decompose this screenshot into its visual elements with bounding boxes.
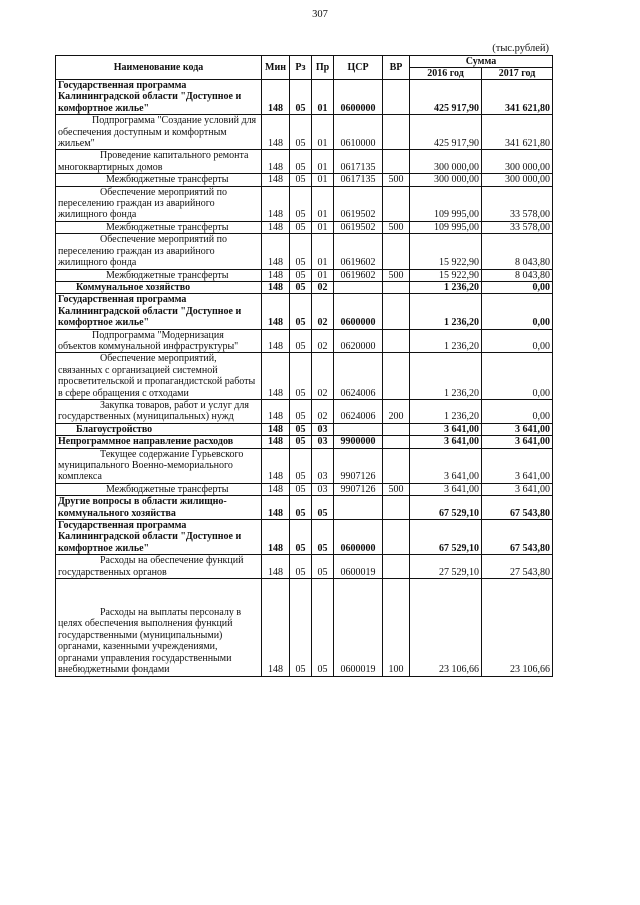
row-vr-cell: 500 bbox=[383, 221, 410, 233]
row-min-cell: 148 bbox=[262, 174, 290, 186]
row-csr-cell: 0619502 bbox=[334, 221, 383, 233]
row-rz-cell: 05 bbox=[290, 294, 312, 329]
row-pr-cell: 01 bbox=[312, 80, 334, 115]
row-amount-2017-cell: 8 043,80 bbox=[482, 234, 553, 269]
row-min-cell: 148 bbox=[262, 281, 290, 293]
col-header-year-2016: 2016 год bbox=[410, 68, 482, 80]
table-row bbox=[56, 186, 553, 221]
row-amount-2017-cell: 8 043,80 bbox=[482, 269, 553, 281]
row-pr-cell: 01 bbox=[312, 234, 334, 269]
row-rz-cell: 05 bbox=[290, 520, 312, 555]
row-vr-cell bbox=[383, 448, 410, 483]
row-csr-cell: 0619602 bbox=[334, 269, 383, 281]
col-header-csr: ЦСР bbox=[334, 56, 383, 80]
row-min-cell: 148 bbox=[262, 186, 290, 221]
budget-table bbox=[55, 55, 553, 677]
row-min-cell: 148 bbox=[262, 520, 290, 555]
table-row bbox=[56, 579, 553, 676]
row-csr-cell: 0600000 bbox=[334, 520, 383, 555]
row-csr-cell: 0617135 bbox=[334, 174, 383, 186]
row-amount-2016-cell: 1 236,20 bbox=[410, 353, 482, 400]
row-rz-cell: 05 bbox=[290, 234, 312, 269]
row-vr-cell bbox=[383, 555, 410, 579]
row-amount-2016-cell: 1 236,20 bbox=[410, 399, 482, 423]
row-amount-2017-cell: 3 641,00 bbox=[482, 448, 553, 483]
row-vr-cell: 500 bbox=[383, 174, 410, 186]
row-amount-2017-cell: 0,00 bbox=[482, 353, 553, 400]
row-amount-2016-cell: 300 000,00 bbox=[410, 174, 482, 186]
row-pr-cell: 05 bbox=[312, 555, 334, 579]
row-name-cell: Подпрограмма "Модернизация объектов коммунальной инфраструктуры" bbox=[56, 329, 262, 353]
row-min-cell: 148 bbox=[262, 399, 290, 423]
row-amount-2017-cell: 33 578,00 bbox=[482, 186, 553, 221]
row-csr-cell bbox=[334, 496, 383, 520]
row-min-cell: 148 bbox=[262, 150, 290, 174]
row-amount-2016-cell: 3 641,00 bbox=[410, 423, 482, 435]
row-csr-cell: 0619602 bbox=[334, 234, 383, 269]
row-rz-cell: 05 bbox=[290, 483, 312, 495]
col-header-name: Наименование кода bbox=[56, 56, 262, 80]
row-pr-cell: 02 bbox=[312, 399, 334, 423]
row-amount-2016-cell: 425 917,90 bbox=[410, 80, 482, 115]
row-rz-cell: 05 bbox=[290, 186, 312, 221]
row-name-cell: Текущее содержание Гурьевского муниципального Военно-мемориального комплекса bbox=[56, 448, 262, 483]
row-min-cell: 148 bbox=[262, 269, 290, 281]
row-vr-cell: 100 bbox=[383, 579, 410, 676]
row-csr-cell: 0600000 bbox=[334, 294, 383, 329]
row-amount-2017-cell: 33 578,00 bbox=[482, 221, 553, 233]
row-name-cell: Коммунальное хозяйство bbox=[56, 281, 262, 293]
table-row bbox=[56, 269, 553, 281]
row-min-cell: 148 bbox=[262, 234, 290, 269]
row-min-cell: 148 bbox=[262, 579, 290, 676]
row-vr-cell bbox=[383, 353, 410, 400]
row-amount-2016-cell: 15 922,90 bbox=[410, 234, 482, 269]
row-name-cell: Межбюджетные трансферты bbox=[56, 174, 262, 186]
row-amount-2017-cell: 3 641,00 bbox=[482, 436, 553, 448]
row-rz-cell: 05 bbox=[290, 150, 312, 174]
row-amount-2016-cell: 3 641,00 bbox=[410, 436, 482, 448]
row-csr-cell bbox=[334, 281, 383, 293]
row-vr-cell: 200 bbox=[383, 399, 410, 423]
table-row bbox=[56, 294, 553, 329]
row-pr-cell: 05 bbox=[312, 520, 334, 555]
table-row bbox=[56, 174, 553, 186]
row-rz-cell: 05 bbox=[290, 329, 312, 353]
row-amount-2016-cell: 3 641,00 bbox=[410, 483, 482, 495]
row-min-cell: 148 bbox=[262, 423, 290, 435]
row-min-cell: 148 bbox=[262, 436, 290, 448]
row-pr-cell: 02 bbox=[312, 294, 334, 329]
row-pr-cell: 03 bbox=[312, 436, 334, 448]
units-label: (тыс.рублей) bbox=[492, 43, 549, 54]
row-pr-cell: 05 bbox=[312, 579, 334, 676]
col-header-pr: Пр bbox=[312, 56, 334, 80]
row-csr-cell: 9907126 bbox=[334, 483, 383, 495]
row-rz-cell: 05 bbox=[290, 555, 312, 579]
row-vr-cell bbox=[383, 234, 410, 269]
row-csr-cell bbox=[334, 423, 383, 435]
row-min-cell: 148 bbox=[262, 329, 290, 353]
row-pr-cell: 03 bbox=[312, 448, 334, 483]
row-name-cell: Закупка товаров, работ и услуг для государственных (муниципальных) нужд bbox=[56, 399, 262, 423]
row-pr-cell: 01 bbox=[312, 269, 334, 281]
table-row bbox=[56, 483, 553, 495]
row-vr-cell bbox=[383, 281, 410, 293]
row-amount-2016-cell: 1 236,20 bbox=[410, 329, 482, 353]
row-amount-2016-cell: 1 236,20 bbox=[410, 281, 482, 293]
row-rz-cell: 05 bbox=[290, 436, 312, 448]
row-pr-cell: 02 bbox=[312, 329, 334, 353]
table-row bbox=[56, 448, 553, 483]
row-csr-cell: 0600019 bbox=[334, 579, 383, 676]
row-amount-2016-cell: 1 236,20 bbox=[410, 294, 482, 329]
row-pr-cell: 02 bbox=[312, 353, 334, 400]
row-vr-cell bbox=[383, 496, 410, 520]
row-name-cell: Государственная программа Калининградской области "Доступное и комфортное жилье" bbox=[56, 294, 262, 329]
row-amount-2017-cell: 3 641,00 bbox=[482, 483, 553, 495]
row-name-cell: Благоустройство bbox=[56, 423, 262, 435]
table-row bbox=[56, 423, 553, 435]
table-row bbox=[56, 221, 553, 233]
row-vr-cell bbox=[383, 115, 410, 150]
row-csr-cell: 0600000 bbox=[334, 80, 383, 115]
row-csr-cell: 0610000 bbox=[334, 115, 383, 150]
table-row bbox=[56, 329, 553, 353]
row-amount-2016-cell: 109 995,00 bbox=[410, 221, 482, 233]
row-name-cell: Проведение капитального ремонта многоквартирных домов bbox=[56, 150, 262, 174]
row-vr-cell: 500 bbox=[383, 269, 410, 281]
row-vr-cell bbox=[383, 423, 410, 435]
row-csr-cell: 0617135 bbox=[334, 150, 383, 174]
row-amount-2016-cell: 27 529,10 bbox=[410, 555, 482, 579]
row-name-cell: Расходы на выплаты персоналу в целях обеспечения выполнения функций государственными (муниципальными) органами, казенными учреждениями, органами управления государственными внебюджетными фондами bbox=[56, 579, 262, 676]
row-name-cell: Государственная программа Калининградской области "Доступное и комфортное жилье" bbox=[56, 80, 262, 115]
row-vr-cell bbox=[383, 80, 410, 115]
table-row bbox=[56, 353, 553, 400]
row-rz-cell: 05 bbox=[290, 399, 312, 423]
row-name-cell: Межбюджетные трансферты bbox=[56, 483, 262, 495]
row-amount-2017-cell: 0,00 bbox=[482, 281, 553, 293]
row-amount-2017-cell: 3 641,00 bbox=[482, 423, 553, 435]
row-vr-cell bbox=[383, 329, 410, 353]
row-rz-cell: 05 bbox=[290, 579, 312, 676]
table-row bbox=[56, 436, 553, 448]
row-pr-cell: 01 bbox=[312, 221, 334, 233]
row-amount-2017-cell: 341 621,80 bbox=[482, 80, 553, 115]
col-header-year-2017: 2017 год bbox=[482, 68, 553, 80]
row-rz-cell: 05 bbox=[290, 174, 312, 186]
row-name-cell: Обеспечение мероприятий, связанных с организацией системной просветительской и пропагандистской работы в сфере обращения с отходами bbox=[56, 353, 262, 400]
row-csr-cell: 0620000 bbox=[334, 329, 383, 353]
row-amount-2016-cell: 425 917,90 bbox=[410, 115, 482, 150]
row-csr-cell: 9900000 bbox=[334, 436, 383, 448]
row-pr-cell: 03 bbox=[312, 483, 334, 495]
row-min-cell: 148 bbox=[262, 221, 290, 233]
row-rz-cell: 05 bbox=[290, 353, 312, 400]
row-amount-2016-cell: 109 995,00 bbox=[410, 186, 482, 221]
row-min-cell: 148 bbox=[262, 353, 290, 400]
row-csr-cell: 0619502 bbox=[334, 186, 383, 221]
col-header-min: Мин bbox=[262, 56, 290, 80]
row-vr-cell bbox=[383, 436, 410, 448]
table-row bbox=[56, 80, 553, 115]
row-name-cell: Государственная программа Калининградской области "Доступное и комфортное жилье" bbox=[56, 520, 262, 555]
row-pr-cell: 05 bbox=[312, 496, 334, 520]
row-min-cell: 148 bbox=[262, 80, 290, 115]
row-rz-cell: 05 bbox=[290, 281, 312, 293]
row-rz-cell: 05 bbox=[290, 221, 312, 233]
page-number: 307 bbox=[312, 9, 328, 20]
row-min-cell: 148 bbox=[262, 483, 290, 495]
row-amount-2017-cell: 23 106,66 bbox=[482, 579, 553, 676]
row-csr-cell: 0624006 bbox=[334, 399, 383, 423]
row-pr-cell: 01 bbox=[312, 115, 334, 150]
row-rz-cell: 05 bbox=[290, 423, 312, 435]
row-amount-2017-cell: 0,00 bbox=[482, 294, 553, 329]
row-amount-2017-cell: 300 000,00 bbox=[482, 150, 553, 174]
row-amount-2016-cell: 15 922,90 bbox=[410, 269, 482, 281]
row-min-cell: 148 bbox=[262, 294, 290, 329]
row-min-cell: 148 bbox=[262, 448, 290, 483]
row-name-cell: Обеспечение мероприятий по переселению граждан из аварийного жилищного фонда bbox=[56, 186, 262, 221]
table-body bbox=[56, 80, 553, 677]
table-row bbox=[56, 150, 553, 174]
row-amount-2016-cell: 67 529,10 bbox=[410, 520, 482, 555]
table-row bbox=[56, 520, 553, 555]
row-name-cell: Подпрограмма "Создание условий для обеспечения доступным и комфортным жильем" bbox=[56, 115, 262, 150]
header-row bbox=[56, 56, 553, 68]
col-header-sum: Сумма bbox=[410, 56, 553, 68]
row-name-cell: Другие вопросы в области жилищно-коммунального хозяйства bbox=[56, 496, 262, 520]
row-name-cell: Обеспечение мероприятий по переселению граждан из аварийного жилищного фонда bbox=[56, 234, 262, 269]
table-row bbox=[56, 115, 553, 150]
table-row bbox=[56, 281, 553, 293]
row-vr-cell: 500 bbox=[383, 483, 410, 495]
row-amount-2017-cell: 67 543,80 bbox=[482, 496, 553, 520]
table-row bbox=[56, 496, 553, 520]
row-vr-cell bbox=[383, 186, 410, 221]
row-rz-cell: 05 bbox=[290, 496, 312, 520]
row-amount-2017-cell: 0,00 bbox=[482, 399, 553, 423]
row-amount-2016-cell: 300 000,00 bbox=[410, 150, 482, 174]
row-amount-2017-cell: 27 543,80 bbox=[482, 555, 553, 579]
row-csr-cell: 9907126 bbox=[334, 448, 383, 483]
row-amount-2017-cell: 0,00 bbox=[482, 329, 553, 353]
col-header-rz: Рз bbox=[290, 56, 312, 80]
row-rz-cell: 05 bbox=[290, 269, 312, 281]
row-amount-2016-cell: 3 641,00 bbox=[410, 448, 482, 483]
table-row bbox=[56, 234, 553, 269]
row-name-cell: Межбюджетные трансферты bbox=[56, 221, 262, 233]
row-amount-2017-cell: 300 000,00 bbox=[482, 174, 553, 186]
row-pr-cell: 02 bbox=[312, 281, 334, 293]
row-csr-cell: 0624006 bbox=[334, 353, 383, 400]
row-amount-2016-cell: 23 106,66 bbox=[410, 579, 482, 676]
row-csr-cell: 0600019 bbox=[334, 555, 383, 579]
table-row bbox=[56, 555, 553, 579]
row-rz-cell: 05 bbox=[290, 115, 312, 150]
row-pr-cell: 01 bbox=[312, 174, 334, 186]
row-pr-cell: 03 bbox=[312, 423, 334, 435]
col-header-vr: ВР bbox=[383, 56, 410, 80]
row-vr-cell bbox=[383, 294, 410, 329]
row-amount-2016-cell: 67 529,10 bbox=[410, 496, 482, 520]
row-vr-cell bbox=[383, 520, 410, 555]
row-name-cell: Межбюджетные трансферты bbox=[56, 269, 262, 281]
row-min-cell: 148 bbox=[262, 115, 290, 150]
table-row bbox=[56, 399, 553, 423]
row-pr-cell: 01 bbox=[312, 150, 334, 174]
row-rz-cell: 05 bbox=[290, 448, 312, 483]
row-min-cell: 148 bbox=[262, 555, 290, 579]
row-name-cell: Непрограммное направление расходов bbox=[56, 436, 262, 448]
row-min-cell: 148 bbox=[262, 496, 290, 520]
row-amount-2017-cell: 67 543,80 bbox=[482, 520, 553, 555]
row-pr-cell: 01 bbox=[312, 186, 334, 221]
row-name-cell: Расходы на обеспечение функций государственных органов bbox=[56, 555, 262, 579]
row-rz-cell: 05 bbox=[290, 80, 312, 115]
row-amount-2017-cell: 341 621,80 bbox=[482, 115, 553, 150]
row-vr-cell bbox=[383, 150, 410, 174]
